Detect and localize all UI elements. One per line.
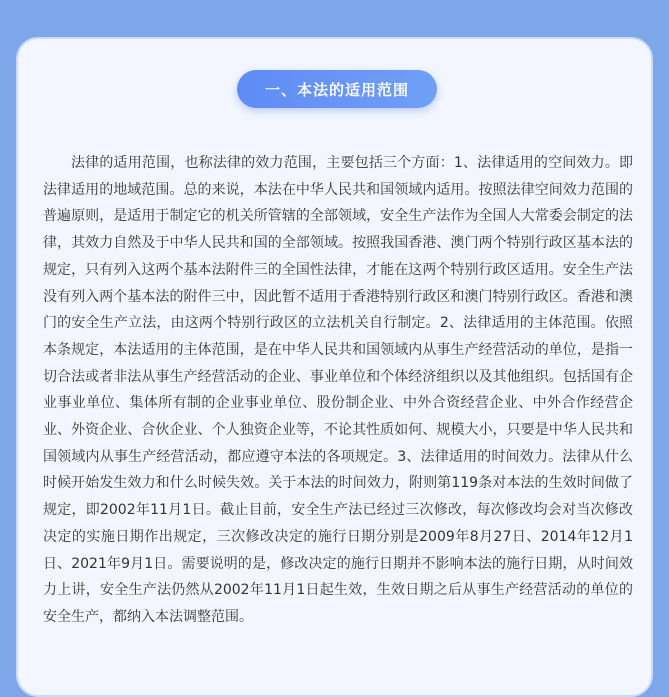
section-title: 一、本法的适用范围	[237, 70, 437, 108]
section-paragraph: 法律的适用范围，也称法律的效力范围，主要包括三个方面：1、法律适用的空间效力。即法律适用的地域范围。总的来说，本法在中华人民共和国领域内适用。按照法律空间效力范围的普遍原则，是适用于制定它的机关所管辖的全部领域，安全生产法作为全国人大常委会制定的法律，其效力自然及于中华人民共和国的全部领域。按照我国香港、澳门两个特别行政区基本法的规定，只有列入这两个基本法附件三的全国性法律，才能在这两个特别行政区适用。安全生产法没有列入两个基本法的附件三中，因此暂不适用于香港特别行政区和澳门特别行政区。香港和澳门的安全生产立法，由这两个特别行政区的立法机关自行制定。2、法律适用的主体范围。依照本条规定，本法适用的主体范围，是在中华人民共和国领域内从事生产经营活动的单位，是指一切合法或者非法从事生产经营活动的企业、事业单位和个体经济组织以及其他组织。包括国有企业事业单位、集体所有制的企业事业单位、股份制企业、中外合资经营企业、中外合作经营企业、外资企业、合伙企业、个人独资企业等，不论其性质如何、规模大小，只要是中华人民共和国领域内从事生产经营活动，都应遵守本法的各项规定。3、法律适用的时间效力。法律从什么时候开始发生效力和什么时候失效。关于本法的时间效力，附则第119条对本法的生效时间做了规定，即2002年11月1日。截止目前，安全生产法已经过三次修改，每次修改均会对当次修改决定的实施日期作出规定，三次修改决定的施行日期分别是2009年8月27日、2014年12月1日、2021年9月1日。需要说明的是，修改决定的施行日期并不影响本法的施行日期，从时间效力上讲，安全生产法仍然从2002年11月1日起生效，生效日期之后从事生产经营活动的单位的安全生产，都纳入本法调整范围。	[43, 155, 633, 625]
content-card	[16, 37, 653, 697]
